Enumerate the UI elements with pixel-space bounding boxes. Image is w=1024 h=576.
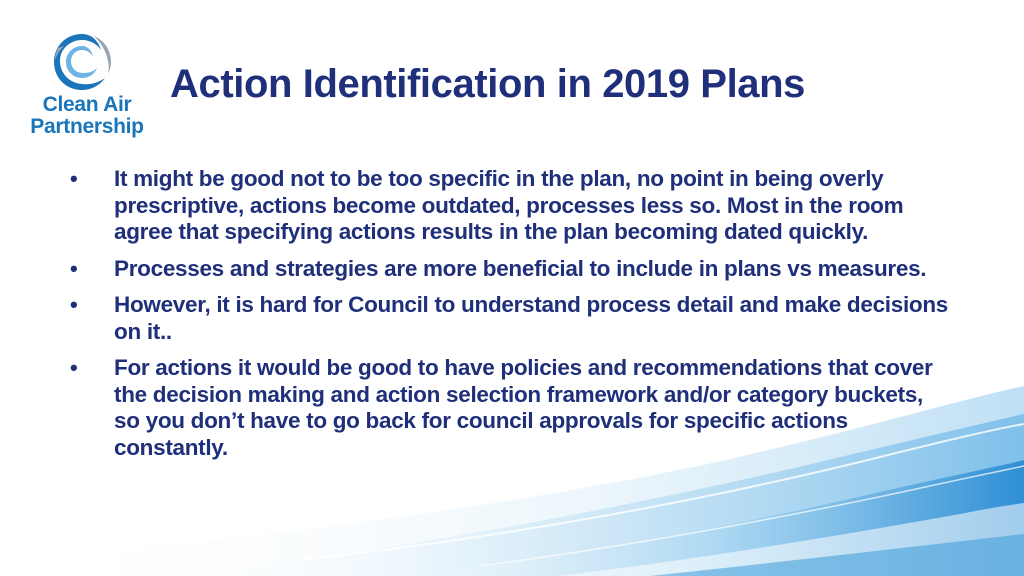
slide-title: Action Identification in 2019 Plans <box>170 62 806 106</box>
bullet-item <box>70 256 950 283</box>
bullet-text: However, it is hard for Council to understand process detail and make decisions on it.. <box>114 292 949 344</box>
bullet-dot-icon: • <box>70 355 78 380</box>
bullet-item <box>70 292 950 345</box>
bullet-item <box>70 166 950 246</box>
bullet-dot-icon: • <box>70 292 78 317</box>
bullet-dot-icon: • <box>70 255 78 281</box>
bullet-text: Processes and strategies are more beneficial to include in plans vs measures. <box>114 255 927 281</box>
swirl-logo-icon <box>48 28 116 96</box>
logo <box>22 28 152 140</box>
bullet-item <box>70 355 950 461</box>
logo-line-1: Clean Air <box>42 93 132 116</box>
bullet-list <box>70 166 950 471</box>
bullet-dot-icon: • <box>70 166 78 191</box>
logo-text <box>22 94 152 138</box>
bullet-text: For actions it would be good to have policies and recommendations that cover the decision making and action selection framework and/or category buckets, so you don’t have to go back for council approvals for specific actions constantly. <box>114 355 933 460</box>
logo-line-2: Partnership <box>30 115 144 138</box>
bullet-text: It might be good not to be too specific in the plan, no point in being overly prescriptive, actions become outdated, processes less so. Most in the room agree that specifying actions results in the plan becoming dated quickly. <box>114 166 904 244</box>
